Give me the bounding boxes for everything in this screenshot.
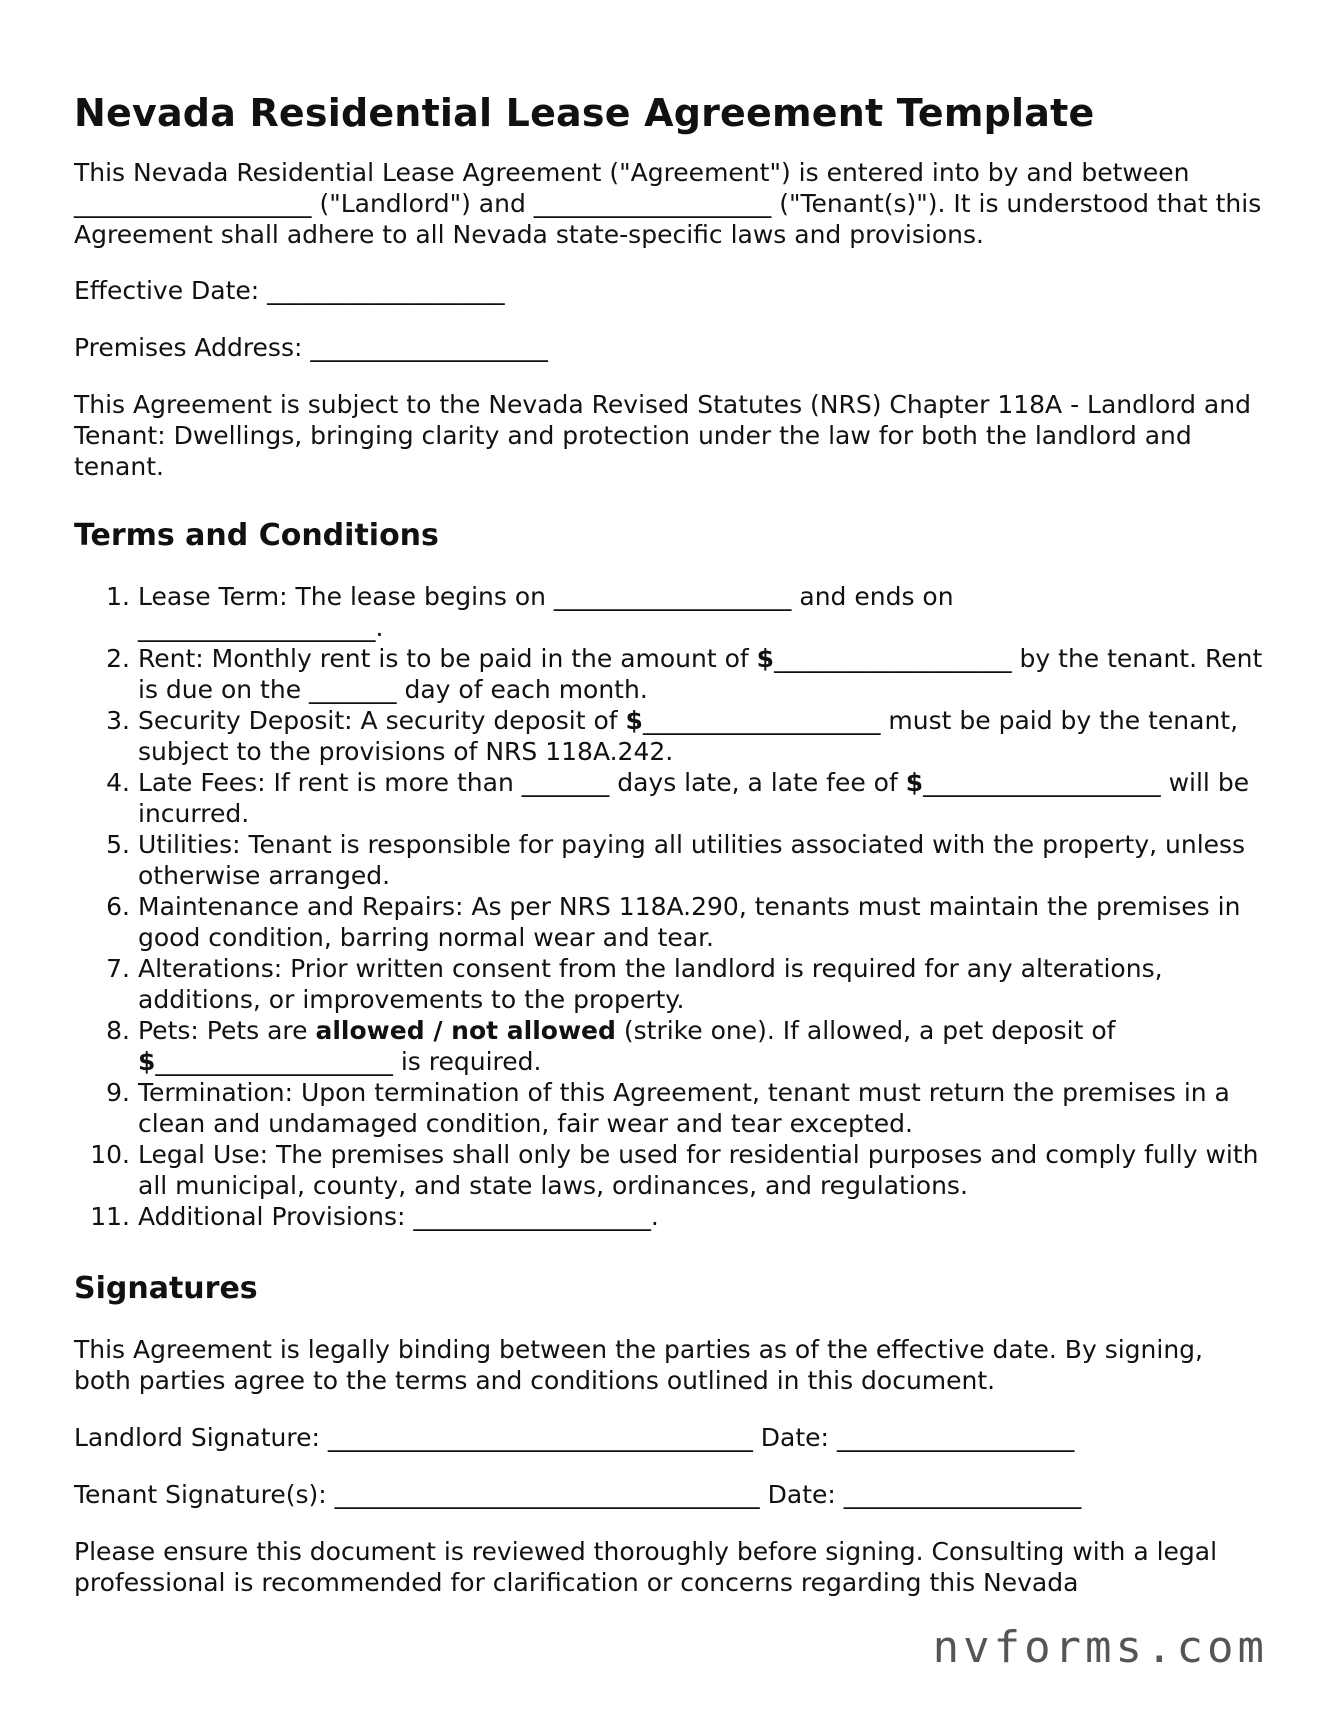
landlord-date-blank: ___________________ [836,1423,1075,1452]
term-item-termination [74,1077,1264,1139]
term-text: Additional Provisions: [138,1202,414,1231]
tenant-name-blank: ___________________ [533,189,772,218]
signatures-heading: Signatures [74,1271,258,1306]
term-text: (strike one). If allowed, a pet deposit of [615,1016,1116,1045]
pet-deposit-blank: ___________________ [155,1047,393,1076]
term-number: 11. [90,1202,130,1231]
term-item-pets [74,1015,1264,1077]
term-text: day of each month. [396,675,648,704]
term-number: 6. [106,892,130,921]
pets-allowed-choice: allowed / not allowed [315,1016,616,1045]
term-text: Lease Term: The lease begins on [138,582,554,611]
premises-address-label: Premises Address: [74,333,311,362]
term-item-alterations [74,953,1264,1015]
late-fee-amount-blank: ___________________ [923,768,1161,797]
premises-address-line [74,332,1264,363]
term-text: . [375,613,384,642]
term-item-late-fees [74,767,1264,829]
term-text: Legal Use: The premises shall only be used for residential purposes and comply fully with all municipal, county, and state laws, ordinances, and regulations. [138,1140,1259,1200]
term-item-lease-term [74,581,1264,643]
landlord-signature-label: Landlord Signature: [74,1423,328,1452]
landlord-signature-blank: __________________________________ [327,1423,753,1452]
intro-paragraph [74,157,1264,250]
term-text: by the tenant. Rent is due on the [138,644,1263,704]
nrs-paragraph: This Agreement is subject to the Nevada Revised Statutes (NRS) Chapter 118A - Landlord and Tenant: Dwellings, bringing clarity and protection under the law for both the landlord and tenant. [74,390,1251,481]
intro-text-2: ("Landlord") and [311,189,534,218]
term-text: Pets: Pets are [138,1016,316,1045]
dollar-sign: $ [756,644,775,673]
tenant-signature-blank: __________________________________ [334,1480,760,1509]
term-number: 4. [106,768,130,797]
term-item-utilities [74,829,1264,891]
term-text: is required. [392,1047,542,1076]
closing-paragraph: Please ensure this document is reviewed thoroughly before signing. Consulting with a legal professional is recommended for clarification or concerns regarding this Nevada [74,1537,1218,1597]
term-item-security-deposit [74,705,1264,767]
dollar-sign: $ [905,768,924,797]
tenant-date-label: Date: [759,1480,844,1509]
late-days-blank: _______ [521,768,610,797]
term-number: 5. [106,830,130,859]
tenant-date-blank: ___________________ [843,1480,1082,1509]
term-number: 1. [106,582,130,611]
watermark: nvforms.com [932,1622,1268,1673]
document [74,86,1264,1598]
effective-date-label: Effective Date: [74,276,268,305]
term-text: Late Fees: If rent is more than [138,768,522,797]
term-text: Utilities: Tenant is responsible for paying all utilities associated with the property, unless otherwise arranged. [138,830,1246,890]
term-text: . [650,1202,659,1231]
intro-text-3: ("Tenant(s)"). It is understood that this Agreement shall adhere to all Nevada state-specific laws and provisions. [74,189,1262,249]
term-item-additional-provisions [74,1201,1264,1232]
landlord-date-label: Date: [752,1423,837,1452]
term-text: will be incurred. [138,768,1250,828]
term-number: 2. [106,644,130,673]
term-text: must be paid by the tenant, subject to the provisions of NRS 118A.242. [138,706,1239,766]
term-number: 8. [106,1016,130,1045]
effective-date-line [74,275,1264,306]
term-item-legal-use [74,1139,1264,1201]
terms-list [74,581,1264,1232]
term-text: and ends on [791,582,954,611]
term-number: 10. [90,1140,130,1169]
dollar-sign: $ [625,706,643,735]
document-title: Nevada Residential Lease Agreement Template [74,91,1095,135]
landlord-signature-line [74,1422,1264,1453]
lease-start-blank: ___________________ [553,582,792,611]
term-text: Rent: Monthly rent is to be paid in the amount of [138,644,757,673]
term-item-rent [74,643,1264,705]
rent-amount-blank: ___________________ [774,644,1012,673]
term-text: Alterations: Prior written consent from the landlord is required for any alterations, additions, or improvements to the property. [138,954,1163,1014]
term-text: days late, a late fee of [609,768,906,797]
term-number: 3. [106,706,130,735]
term-text: Security Deposit: A security deposit of [138,706,626,735]
deposit-amount-blank: ___________________ [642,706,881,735]
term-number: 9. [106,1078,130,1107]
landlord-name-blank: ___________________ [74,189,312,218]
tenant-signature-line [74,1479,1264,1510]
term-number: 7. [106,954,130,983]
term-text: Maintenance and Repairs: As per NRS 118A.290, tenants must maintain the premises in good condition, barring normal wear and tear. [138,892,1241,952]
lease-end-blank: ___________________ [138,613,376,642]
tenant-signature-label: Tenant Signature(s): [74,1480,335,1509]
intro-text-1: This Nevada Residential Lease Agreement ("Agreement") is entered into by and between [74,158,1190,187]
premises-address-blank: ___________________ [310,333,548,362]
terms-heading: Terms and Conditions [74,518,439,553]
additional-provisions-blank: ___________________ [413,1202,651,1231]
dollar-sign: $ [138,1047,156,1076]
term-text: Termination: Upon termination of this Agreement, tenant must return the premises in a clean and undamaged condition, fair wear and tear excepted. [138,1078,1230,1138]
term-item-maintenance [74,891,1264,953]
rent-due-day-blank: _______ [309,675,397,704]
effective-date-blank: ___________________ [267,276,505,305]
signatures-intro: This Agreement is legally binding between the parties as of the effective date. By signing, both parties agree to the terms and conditions outlined in this document. [74,1335,1203,1395]
